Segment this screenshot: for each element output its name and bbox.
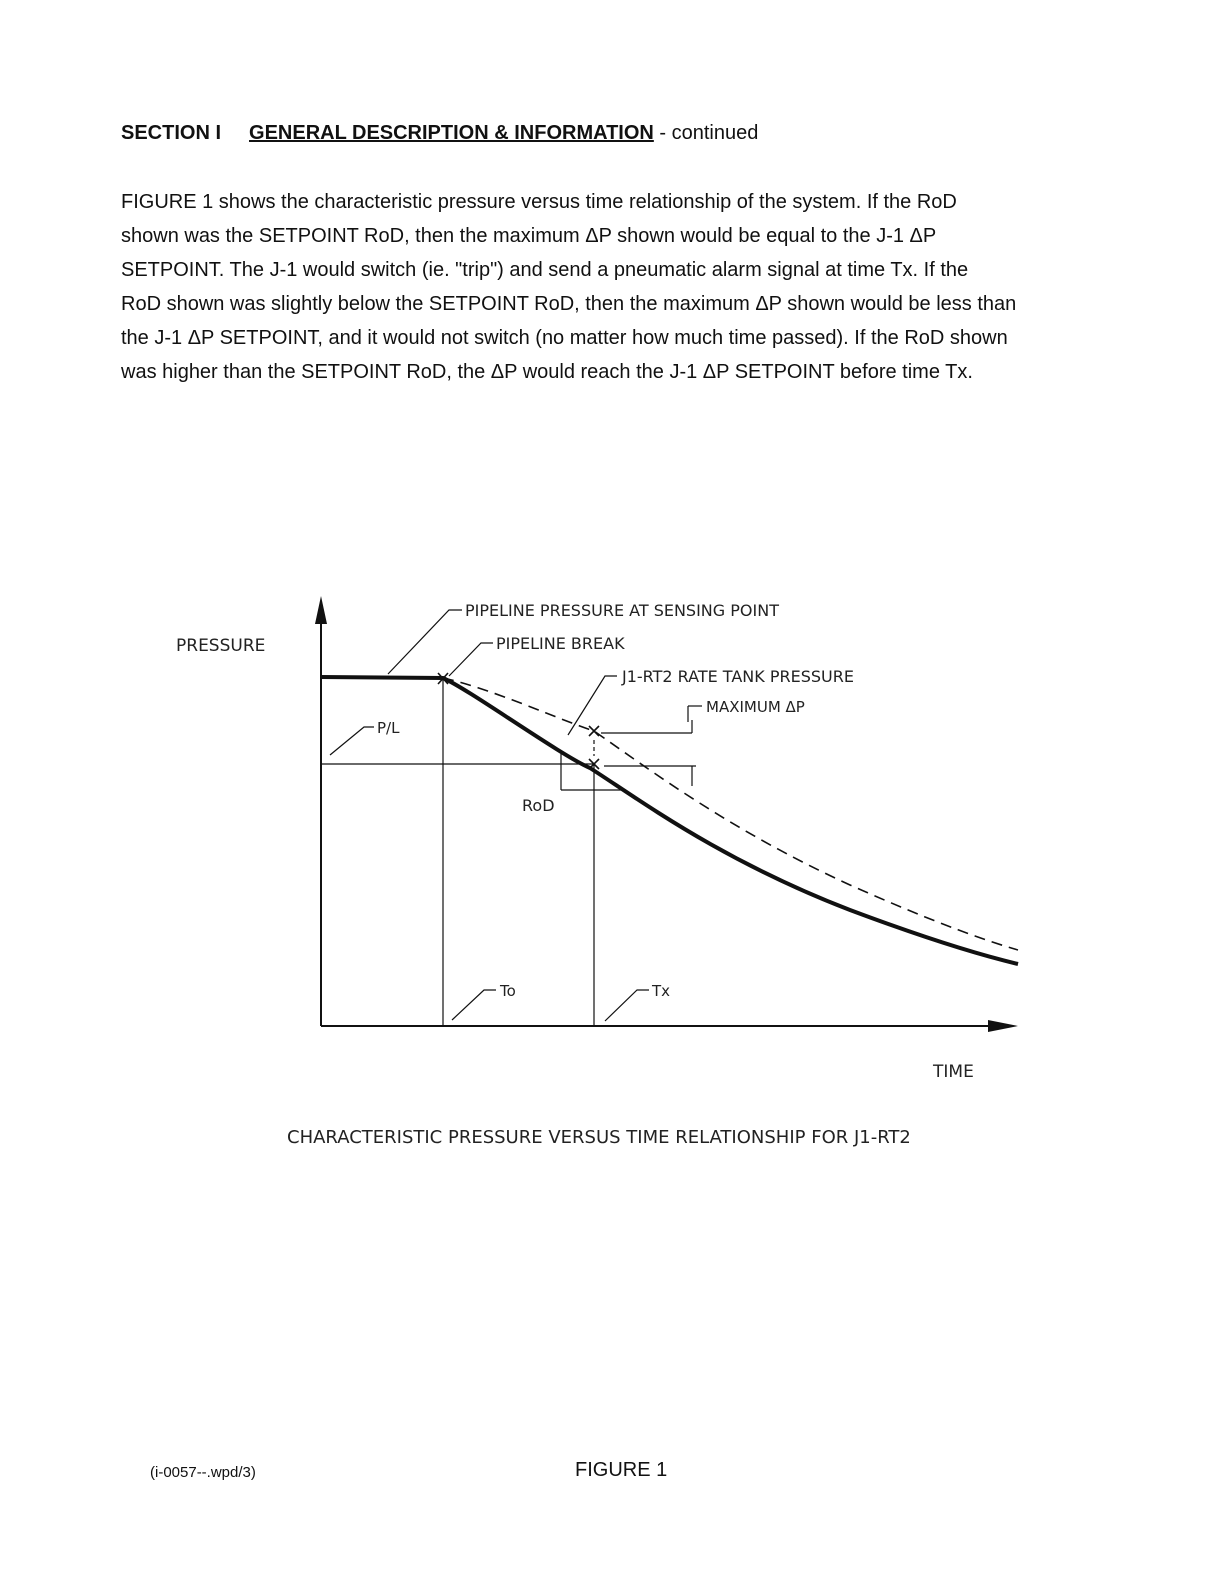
pipeline-pressure-curve (321, 677, 1018, 964)
y-axis-arrow (315, 596, 327, 624)
tx-label: Tx (652, 982, 671, 1000)
pl-label: P/L (377, 719, 400, 737)
paragraph-line: FIGURE 1 shows the characteristic pressure versus time relationship of the system. If the RoD (121, 191, 957, 213)
to-label: To (500, 982, 516, 1000)
paragraph-line: RoD shown was slightly below the SETPOINT RoD, then the maximum ΔP shown would be less than (121, 293, 1017, 315)
paragraph-line: was higher than the SETPOINT RoD, the ΔP would reach the J-1 ΔP SETPOINT before time Tx. (121, 361, 973, 383)
pipeline-pressure-label: PIPELINE PRESSURE AT SENSING POINT (465, 601, 779, 620)
rate-tank-marker (589, 726, 599, 736)
rate-tank-label: J1-RT2 RATE TANK PRESSURE (622, 667, 854, 686)
paragraph-line: the J-1 ΔP SETPOINT, and it would not switch (no matter how much time passed). If the RoD shown (121, 327, 1008, 349)
x-axis-arrow (988, 1020, 1018, 1032)
figure-caption: CHARACTERISTIC PRESSURE VERSUS TIME RELATIONSHIP FOR J1-RT2 (287, 1127, 911, 1148)
x-axis-label: TIME (933, 1062, 974, 1082)
rod-label: RoD (522, 796, 555, 815)
y-axis-label: PRESSURE (176, 636, 266, 656)
max-dp-label: MAXIMUM ΔP (706, 698, 805, 716)
paragraph-line: SETPOINT. The J-1 would switch (ie. "trip") and send a pneumatic alarm signal at time Tx. If the (121, 259, 969, 281)
figure-label: FIGURE 1 (575, 1459, 668, 1481)
file-reference: (i-0057--.wpd/3) (150, 1464, 256, 1481)
section-title: GENERAL DESCRIPTION & INFORMATION (249, 122, 654, 144)
leader-lines (330, 610, 649, 1021)
section-suffix: - continued (653, 122, 759, 144)
section-number: SECTION I (121, 122, 222, 144)
pipeline-break-label: PIPELINE BREAK (496, 634, 625, 653)
paragraph-line: shown was the SETPOINT RoD, then the maximum ΔP shown would be equal to the J-1 ΔP (121, 225, 937, 247)
